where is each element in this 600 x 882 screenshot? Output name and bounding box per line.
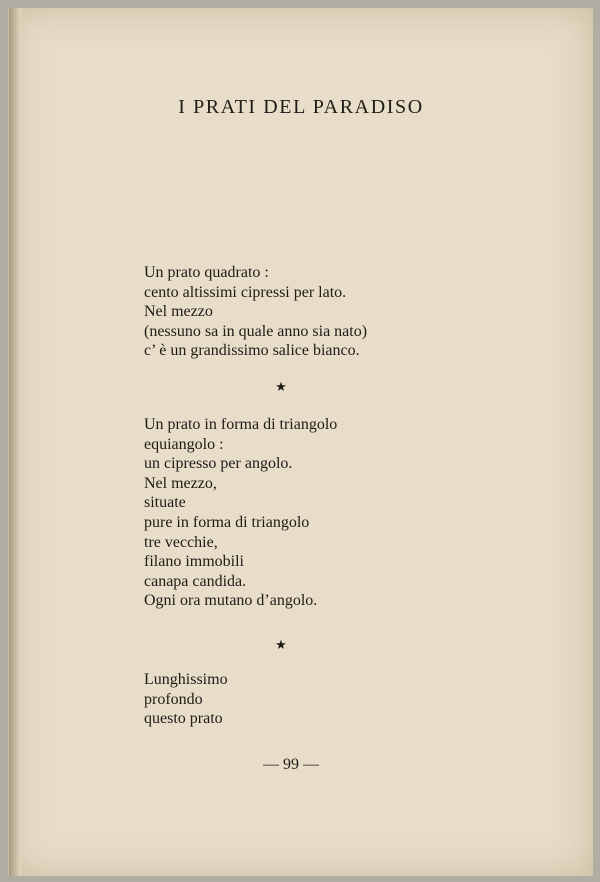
- stanza-2: [144, 415, 337, 611]
- verse-line: canapa candida.: [144, 572, 247, 590]
- verse-line: Un prato quadrato :: [144, 264, 269, 281]
- verse-line: (nessuno sa in quale anno sia nato): [144, 322, 368, 340]
- star-separator-icon: ★: [275, 638, 287, 653]
- verse-line: Lunghissimo: [144, 671, 228, 688]
- verse-line: Ogni ora mutano d’angolo.: [144, 592, 318, 610]
- poem-title: I PRATI DEL PARADISO: [178, 96, 424, 118]
- verse-line: cento altissimi cipressi per lato.: [144, 283, 347, 301]
- verse-line: Un prato in forma di triangolo: [144, 416, 338, 433]
- verse-line: situate: [144, 494, 186, 512]
- verse-line: filano immobili: [144, 553, 244, 571]
- verse-line: tre vecchie,: [144, 533, 218, 551]
- star-separator-icon: ★: [275, 380, 287, 395]
- verse-line: equiangolo :: [144, 435, 224, 453]
- verse-line: questo prato: [144, 710, 223, 728]
- stanza-3: [144, 670, 228, 729]
- verse-line: Nel mezzo: [144, 303, 213, 321]
- stanza-1: [144, 263, 367, 361]
- page-number: — 99 —: [263, 756, 319, 773]
- verse-line: Nel mezzo,: [144, 474, 217, 492]
- page-sheet: [8, 8, 593, 876]
- verse-line: profondo: [144, 690, 203, 708]
- verse-line: un cipresso per angolo.: [144, 455, 293, 473]
- page-gutter: [9, 8, 21, 876]
- verse-line: pure in forma di triangolo: [144, 513, 310, 531]
- verse-line: c’ è un grandissimo salice bianco.: [144, 342, 360, 360]
